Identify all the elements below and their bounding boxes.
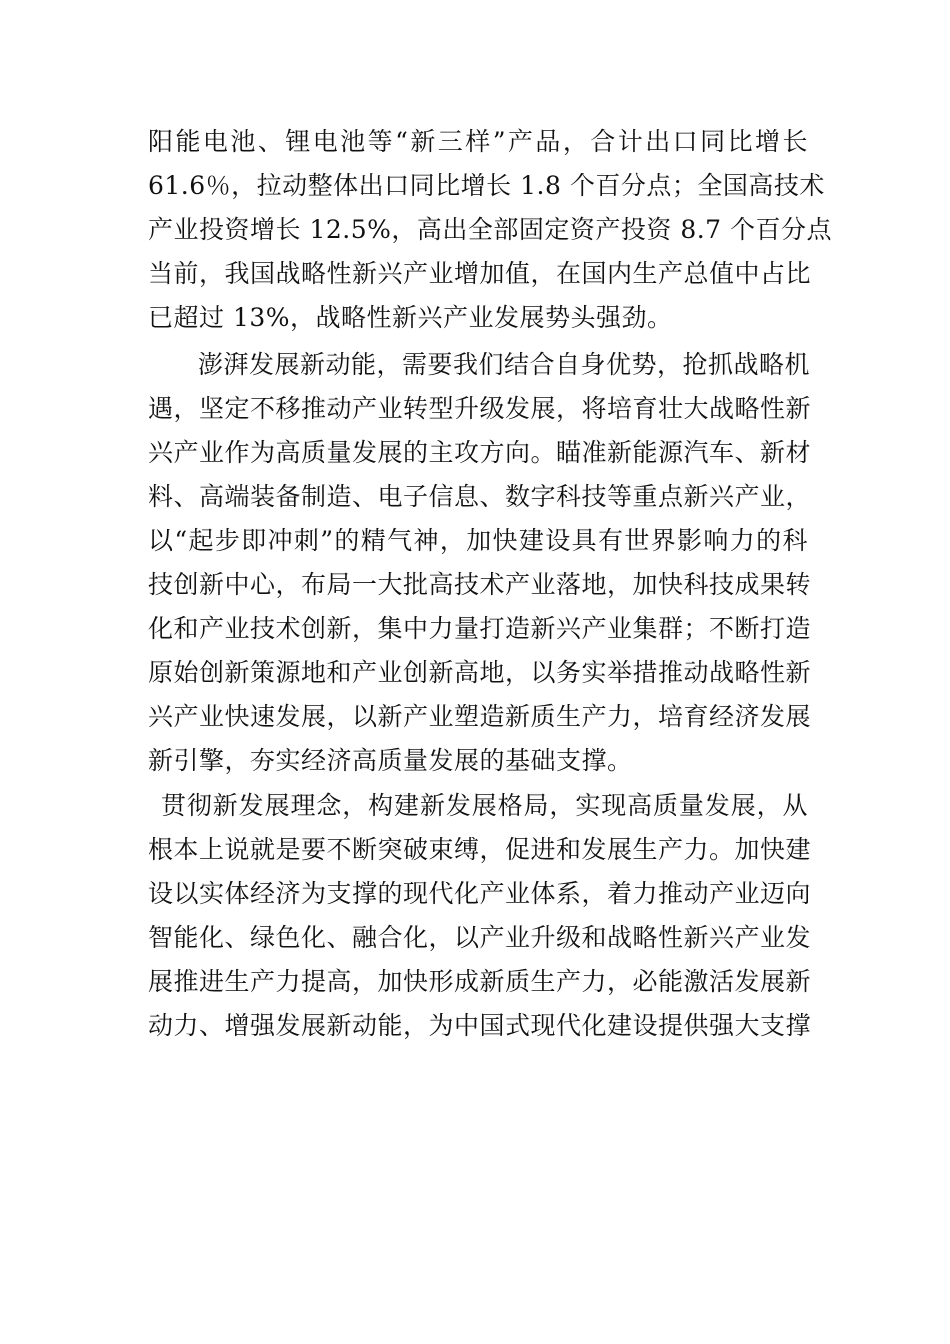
paragraph-3-line-5: 展推进生产力提高，加快形成新质生产力，必能激活发展新 bbox=[148, 967, 812, 996]
paragraph-1-line-2: 61.6％，拉动整体出口同比增长 1.8 个百分点；全国高技术 bbox=[148, 171, 825, 200]
paragraph-2-line-2: 遇，坚定不移推动产业转型升级发展，将培育壮大战略性新 bbox=[148, 394, 812, 423]
paragraph-2-line-5: 以“起步即冲刺”的精气神，加快建设具有世界影响力的科 bbox=[148, 526, 808, 555]
paragraph-2-line-7: 化和产业技术创新，集中力量打造新兴产业集群；不断打造 bbox=[148, 614, 812, 643]
paragraph-3-line-3: 设以实体经济为支撑的现代化产业体系，着力推动产业迈向 bbox=[148, 879, 812, 908]
paragraph-2-line-6: 技创新中心，布局一大批高技术产业落地，加快科技成果转 bbox=[148, 570, 812, 599]
paragraph-2-line-10: 新引擎，夯实经济高质量发展的基础支撑。 bbox=[148, 746, 633, 775]
paragraph-3-line-4: 智能化、绿色化、融合化，以产业升级和战略性新兴产业发 bbox=[148, 923, 812, 952]
paragraph-1-line-1: 阳能电池、锂电池等“新三样”产品，合计出口同比增长 bbox=[148, 127, 808, 156]
paragraph-3-line-6: 动力、增强发展新动能，为中国式现代化建设提供强大支撑 bbox=[148, 1011, 812, 1040]
paragraph-2-line-1: 澎湃发展新动能，需要我们结合自身优势，抢抓战略机 bbox=[198, 350, 811, 379]
paragraph-2-line-9: 兴产业快速发展，以新产业塑造新质生产力，培育经济发展 bbox=[148, 702, 812, 731]
paragraph-2-line-3: 兴产业作为高质量发展的主攻方向。瞄准新能源汽车、新材 bbox=[148, 438, 812, 467]
paragraph-2-line-4: 料、高端装备制造、电子信息、数字科技等重点新兴产业， bbox=[148, 482, 812, 511]
paragraph-2-line-8: 原始创新策源地和产业创新高地，以务实举措推动战略性新 bbox=[148, 658, 812, 687]
paragraph-1-line-4: 当前，我国战略性新兴产业增加值，在国内生产总值中占比 bbox=[148, 259, 812, 288]
paragraph-1-line-5: 已超过 13%，战略性新兴产业发展势头强劲。 bbox=[148, 303, 673, 332]
paragraph-3-line-1: 贯彻新发展理念，构建新发展格局，实现高质量发展，从 bbox=[161, 791, 808, 820]
paragraph-1-line-3: 产业投资增长 12.5%，高出全部固定资产投资 8.7 个百分点 bbox=[148, 215, 833, 244]
paragraph-3-line-2: 根本上说就是要不断突破束缚，促进和发展生产力。加快建 bbox=[148, 835, 812, 864]
